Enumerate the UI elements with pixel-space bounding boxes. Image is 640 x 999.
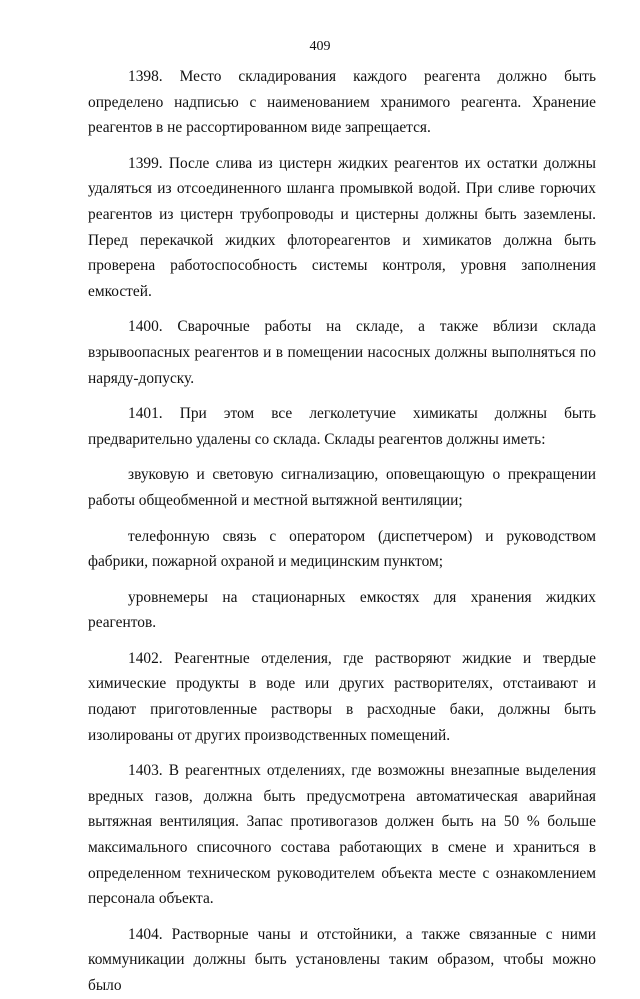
- paragraph-1398: 1398. Место складирования каждого реагента должно быть определено надписью с наименованием хранимого реагента. Хранение реагентов в не рассортированном виде запрещается.: [88, 68, 596, 137]
- paragraph-1404: 1404. Растворные чаны и отстойники, а также связанные с ними коммуникации должны быть установлены таким образом, чтобы можно было: [88, 925, 596, 994]
- list-item-telephone: телефонную связь с оператором (диспетчером) и руководством фабрики, пожарной охраной и медицинским пунктом;: [88, 527, 596, 571]
- paragraph-1402: 1402. Реагентные отделения, где растворяют жидкие и твердые химические продукты в воде или других растворителях, отстаивают и подают приготовленные растворы в расходные баки, должны быть изолированы от других производственных помещений.: [88, 649, 596, 744]
- paragraph-1400: 1400. Сварочные работы на складе, а также вблизи склада взрывоопасных реагентов и в помещении насосных должны выполняться по наряду-допуску.: [88, 318, 596, 387]
- list-item-level-gauges: уровнемеры на стационарных емкостях для хранения жидких реагентов.: [88, 588, 596, 632]
- paragraph-1401: 1401. При этом все легколетучие химикаты должны быть предварительно удалены со склада. Склады реагентов должны иметь:: [88, 405, 596, 448]
- paragraph-1403: 1403. В реагентных отделениях, где возможны внезапные выделения вредных газов, должна быть предусмотрена автоматическая аварийная вытяжная вентиляция. Запас противогазов должен быть на 50 % больше максимального списочного состава работающих в смене и храниться в определенном техническом руководителем объекта месте с ознакомлением персонала объекта.: [88, 762, 596, 908]
- page-number: 409: [309, 39, 331, 54]
- document-body: [88, 64, 596, 999]
- paragraph-1399: 1399. После слива из цистерн жидких реагентов их остатки должны удаляться из отсоединенного шланга промывкой водой. При сливе горючих реагентов из цистерн трубопроводы и цистерны должны быть заземлены. Перед перекачкой жидких флотореагентов и химикатов должна быть проверена работоспособность системы контроля, уровня заполнения емкостей.: [88, 154, 596, 300]
- list-item-sound-alarm: звуковую и световую сигнализацию, оповещающую о прекращении работы общеобменной и местной вытяжной вентиляции;: [88, 466, 596, 509]
